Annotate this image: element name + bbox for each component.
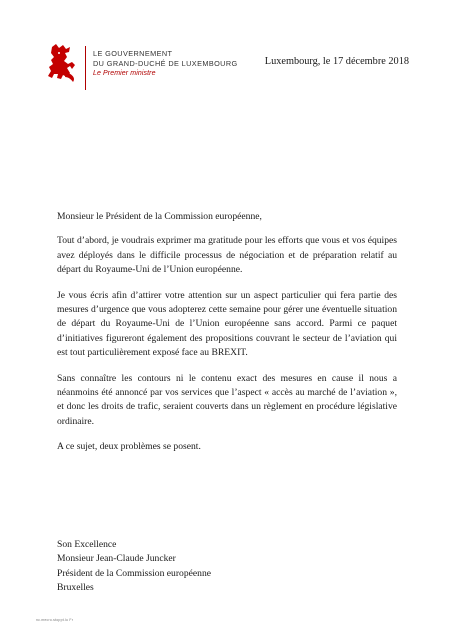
recipient-line: Monsieur Jean-Claude Juncker bbox=[57, 553, 176, 565]
letterhead-line-grand-duchy: DU GRAND-DUCHÉ DE LUXEMBOURG bbox=[93, 59, 238, 68]
footer-small-text: nc.mecro.stoppt.lu Fr bbox=[36, 618, 74, 622]
letterhead-divider bbox=[85, 46, 86, 90]
date-line: Luxembourg, le 17 décembre 2018 bbox=[264, 56, 409, 67]
letter-body bbox=[57, 210, 397, 466]
recipient-line: Bruxelles bbox=[57, 582, 94, 594]
paragraph: Tout d’abord, je voudrais exprimer ma gratitude pour les efforts que vous et vos équipes avez déployés dans le difficile processus de négociation et de préparation relatif au départ du Royaume-Uni de l’Union européenne. bbox=[57, 235, 397, 276]
recipient-address bbox=[57, 538, 211, 596]
letterhead-line-prime-minister: Le Premier ministre bbox=[93, 70, 156, 77]
recipient-line: Président de la Commission européenne bbox=[57, 567, 212, 579]
paragraph: Je vous écris afin d’attirer votre attention sur un aspect particulier qui fera partie des mesures d’urgence que vous adopterez cette semaine pour gérer une éventuelle situation de départ du Royaume-Uni de l’Union européenne sans accord. Parmi ce paquet d’initiatives figureront également des propositions couvrant le secteur de l’aviation qui est tout particulièrement exposé face au BREXIT. bbox=[57, 289, 397, 359]
paragraph: Sans connaître les contours ni le contenu exact des mesures en cause il nous a néanmoins été annoncé par vos services que l’aspect « accès au marché de l’aviation », et donc les droits de trafic, seraient couverts dans un règlement en procédure législative ordinaire. bbox=[57, 372, 397, 427]
paragraph: A ce sujet, deux problèmes se posent. bbox=[57, 441, 201, 453]
letterhead-line-government: LE GOUVERNEMENT bbox=[93, 49, 173, 58]
recipient-line: Son Excellence bbox=[57, 539, 117, 550]
salutation: Monsieur le Président de la Commission européenne, bbox=[57, 211, 262, 222]
letterhead bbox=[93, 49, 238, 79]
red-lion-icon bbox=[46, 44, 80, 84]
